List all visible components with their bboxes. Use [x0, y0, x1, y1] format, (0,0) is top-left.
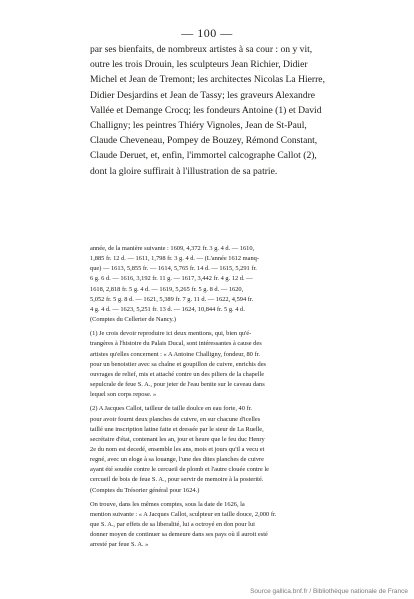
main-line: par ses bienfaits, de nombreux artistes à sa cour : on y vit,	[90, 44, 313, 55]
page-number: — 100 —	[181, 26, 233, 40]
note-line: pour avoir fourni deux planches de cuivre, en sur chacune d'icelles	[90, 415, 261, 423]
source-credit: Source gallica.bnf.fr / Bibliothèque nationale de France	[250, 588, 408, 595]
note-line: (1) Je crois devoir reproduire ici deux mentions, qui, bien qu'é-	[90, 330, 252, 338]
main-paragraph	[90, 42, 350, 179]
note-line: 6 g. 6 d. — 1616, 3,192 fr. 11 g. — 1617, 3,442 fr. 4 g. 12 d. —	[90, 275, 253, 283]
note-line: 1,885 fr. 12 d. — 1611, 1,798 fr. 3 g. 4 d. — (L'année 1612 manq-	[90, 255, 259, 263]
footnote-1	[90, 329, 350, 400]
note-line: 4 g. 4 d. — 1623, 5,251 fr. 13 d. — 1624, 10,844 fr. 5 g. 4 d.	[90, 305, 245, 313]
note-line: 2e du nom est decedé, ensemble les ans, mois et jours qu'il a vecu et	[90, 445, 265, 453]
note-line: (Comptes du Trésorier général pour 1624.)	[90, 486, 200, 494]
note-line: sepulcrale de feue S. A., pour jeter de l'eau benite sur le caveau dans	[90, 381, 265, 389]
note-line: arresté par feue S. A. »	[90, 541, 149, 549]
footnote-2	[90, 404, 350, 495]
note-line: trangères à l'histoire du Palais Ducal, sont intéressantes à cause des	[90, 340, 262, 348]
footnote-3	[90, 500, 350, 551]
note-line: taillé une inscription latine faite et dressée par le sieur de La Ruelle,	[90, 425, 264, 433]
main-line: Vallée et Demange Crocq; les fondeurs Antoine (1) et David	[90, 104, 322, 116]
note-line: regné, avec un eloge à sa louange, l'une des dites planches de cuivre	[90, 456, 264, 464]
note-line: que S. A., par effets de sa liberalité, lui a octroyé en don pour lui	[90, 521, 255, 529]
note-line: artistes qu'elles concernent : « A Antoine Challigny, fondeur, 80 fr.	[90, 350, 260, 358]
note-line: cercueil de bois de feue S. A., pour servir de memoire à la posterité.	[90, 476, 264, 484]
note-line: ayant été soudée contre le cercueil de plomb et l'autre clouée contre le	[90, 466, 269, 474]
note-line: On trouve, dans les mêmes comptes, sous la date de 1626, la	[90, 500, 245, 508]
note-line: pour un benoistier avec sa chaîne et goupillon de cuivre, enrichis des	[90, 360, 267, 368]
note-line: que) — 1613, 5,855 fr. — 1614, 5,765 fr. 14 d. — 1615, 5,291 fr.	[90, 265, 257, 273]
main-line: Challigny; les peintres Thiéry Vignoles, Jean de St-Paul,	[90, 120, 307, 132]
main-line: Claude Cheveneau, Pompey de Bouzey, Rémond Constant,	[90, 135, 318, 147]
accounts-note	[90, 244, 350, 325]
main-line: Didier Desjardins et Jean de Tassy; les graveurs Alexandre	[90, 89, 316, 101]
footnotes	[90, 244, 350, 551]
note-line: 1618, 2,818 fr. 5 g. 4 d. — 1619, 5,265 fr. 5 g. 8 d. — 1620,	[90, 285, 244, 293]
main-line: outre les trois Drouin, les sculpteurs Jean Richier, Didier	[90, 59, 308, 71]
main-line: Michel et Jean de Tremont; les architectes Nicolas La Hierre,	[90, 74, 325, 86]
note-line: 5,052 fr. 5 g. 8 d. — 1621, 5,389 fr. 7 g. 11 d. — 1622, 4,594 fr.	[90, 295, 254, 303]
note-line: année, de la manière suivante : 1609, 4,372 fr. 3 g. 4 d. — 1610,	[90, 245, 255, 252]
note-line: secrétaire d'état, contenant les an, jour et heure que le feu duc Henry	[90, 435, 265, 443]
main-line: Claude Deruet, et, enfin, l'immortel calcographe Callot (2),	[90, 150, 317, 162]
main-line: dont la gloire suffirait à l'illustration de sa patrie.	[90, 165, 278, 177]
note-line: ouvrages de relief, mis et attaché contre un des piliers de la chapelle	[90, 370, 265, 378]
note-line: mention suivante : « A Jacques Callot, sculpteur en taille douce, 2,000 fr.	[90, 510, 277, 518]
note-line: lequel son corps repose. »	[90, 391, 157, 399]
note-line: (2) A Jacques Callot, tailleur de taille doulce en eau forte, 40 fr.	[90, 405, 253, 413]
note-line: donner moyen de continuer sa demeure dans ses pays où il auroit esté	[90, 531, 268, 539]
note-line: (Comptes du Cellerier de Nancy.)	[90, 316, 177, 324]
